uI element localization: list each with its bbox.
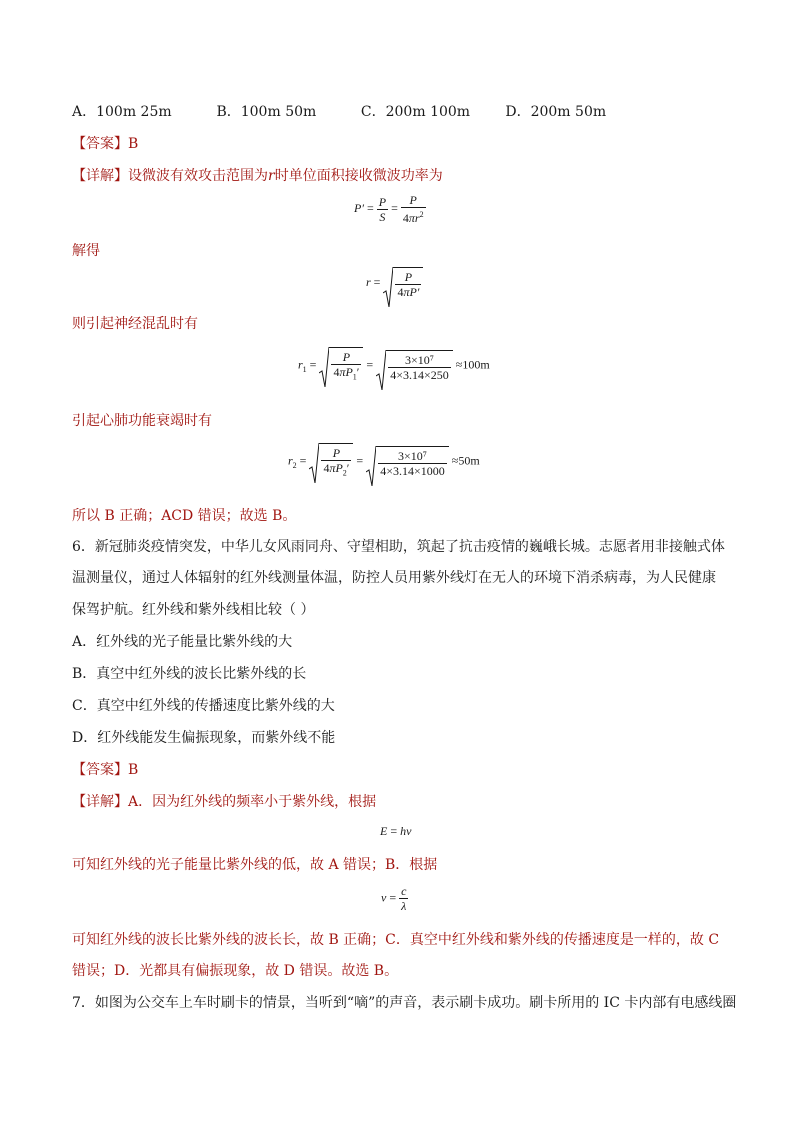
- q6-stem-line-2: 温测量仪，通过人体辐射的红外线测量体温，防控人员用紫外线灯在无人的环境下消杀病毒，为人民健康: [72, 570, 716, 586]
- r1-result: ≈100m: [455, 357, 490, 372]
- equation-radius: r = $\frac{P}{4\pi P'}$: [366, 267, 423, 299]
- equation-power-density: P′ = $\frac{P}{S}$ = $\frac{P}{4\pi r^2}$: [354, 193, 424, 225]
- detail-text: A．因为红外线的频率小于紫外线，根据: [128, 794, 377, 810]
- q6-stem-line-1: 6．新冠肺炎疫情突发，中华儿女风雨同舟、守望相助，筑起了抗击疫情的巍峨长城。志愿者用非接触式体: [72, 539, 725, 555]
- q6-option-b: B．真空中红外线的波长比紫外线的长: [72, 666, 307, 682]
- q6-detail-line-4: 错误；D．光都具有偏振现象，故 D 错误。故选 B。: [72, 963, 399, 979]
- q5-detail-intro: [72, 166, 443, 186]
- q5-conclusion: 所以 B 正确；ACD 错误；故选 B。: [72, 508, 297, 524]
- q5-answer: [72, 134, 138, 154]
- r1-numerator: 3×10⁷: [388, 353, 451, 368]
- answer-value: B: [128, 136, 139, 152]
- equation-r2: $r_2$ = $\frac{P}{4\pi P_2'}$ = $\frac{\text{3×10⁷}}{4\times 3.14\times 1000}$ ≈50m: [288, 443, 480, 480]
- q5-option-a: A．100m 25m: [72, 104, 172, 120]
- q6-option-d: D．红外线能发生偏振现象，而紫外线不能: [72, 730, 336, 746]
- answer-tag: 【答案】: [72, 136, 128, 152]
- q5-option-d: D．200m 50m: [505, 104, 607, 120]
- q5-option-b: B．100m 50m: [216, 104, 317, 120]
- q5-heart-text: 引起心肺功能衰竭时有: [72, 413, 212, 429]
- r2-result: ≈50m: [451, 453, 480, 468]
- equation-frequency: ν = $\frac{c}{\lambda}$: [381, 884, 407, 913]
- q5-solve-text: 解得: [72, 243, 100, 259]
- detail-tag: 【详解】: [72, 168, 128, 184]
- q6-detail-line-1: [72, 792, 376, 812]
- q6-detail-line-2: 可知红外线的光子能量比紫外线的低，故 A 错误；B．根据: [72, 857, 438, 873]
- q6-option-a: A．红外线的光子能量比紫外线的大: [72, 634, 293, 650]
- r2-numerator: 3×10⁷: [378, 449, 447, 464]
- q7-stem-line-1: 7．如图为公交车上车时刷卡的情景，当听到“嘀”的声音，表示刷卡成功。刷卡所用的 IC 卡内部有电感线圈: [72, 995, 737, 1011]
- q6-stem-line-3: 保驾护航。红外线和紫外线相比较（ ）: [72, 602, 315, 618]
- r2-denominator: 4×3.14×1000: [380, 463, 445, 478]
- q6-answer: [72, 760, 138, 780]
- q5-neuro-text: 则引起神经混乱时有: [72, 316, 198, 332]
- answer-value: B: [128, 762, 139, 778]
- equation-photon-energy: E = hν: [380, 824, 412, 838]
- q5-options: [72, 102, 606, 122]
- q6-detail-line-3: 可知红外线的波长比紫外线的波长长，故 B 正确；C．真空中红外线和紫外线的传播速度是一样的，故 C: [72, 932, 720, 948]
- detail-tag: 【详解】: [72, 794, 128, 810]
- detail-text-1: 设微波有效攻击范围为: [128, 168, 268, 184]
- detail-variable: r: [268, 168, 275, 184]
- detail-text-2: 时单位面积接收微波功率为: [274, 168, 443, 184]
- q6-option-c: C．真空中红外线的传播速度比紫外线的大: [72, 698, 335, 714]
- q5-option-c: C．200m 100m: [360, 104, 471, 120]
- equation-r1: $r_1$ = $\frac{P}{4\pi P_1'}$ = $\frac{\text{3×10⁷}}{4\times 3.14\times 250}$ ≈100m: [298, 347, 490, 384]
- answer-tag: 【答案】: [72, 762, 128, 778]
- r1-denominator: 4×3.14×250: [390, 367, 449, 382]
